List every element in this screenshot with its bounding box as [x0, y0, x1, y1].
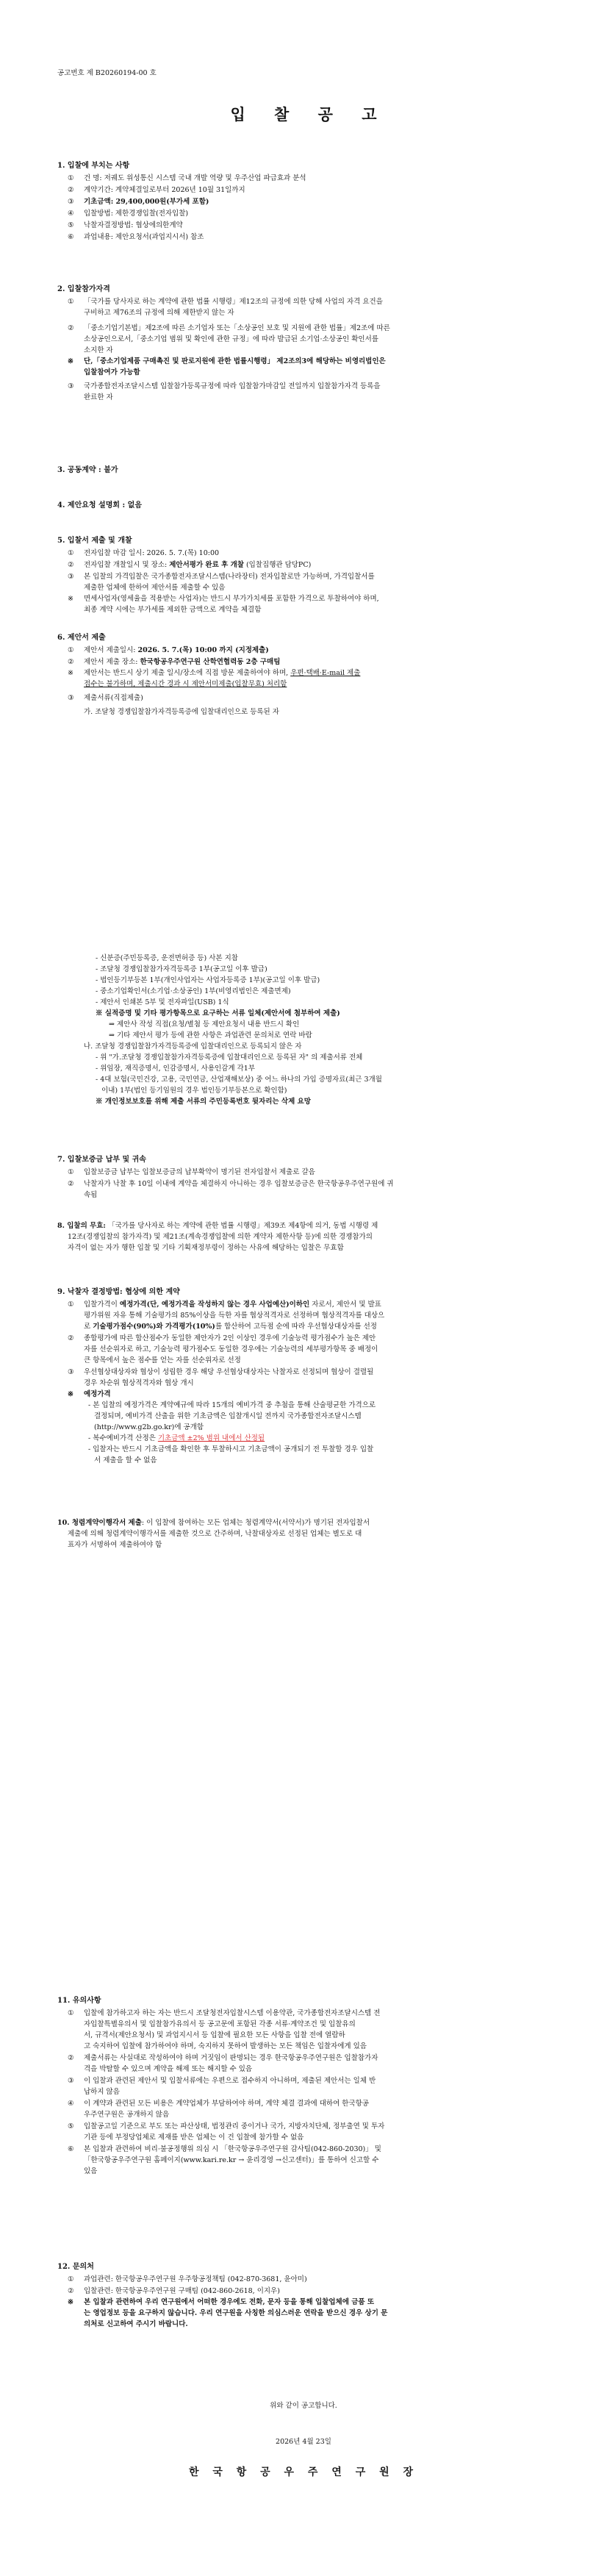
- document-item: - 위 "가.조달청 경쟁입찰참가자격등록증에 입찰대리인으로 등록된 자" 의 제출서류 전체: [96, 1053, 363, 1062]
- document-item: - 법인등기부등본 1부(개인사업자는 사업자등록증 1부)(공고일 이후 발급): [96, 976, 320, 984]
- item-text-emphasis: 기술평가점수(90%)와 가격평가(10%): [93, 1323, 215, 1331]
- item-number: ⑥: [68, 233, 74, 241]
- item-text: 를 합산하여 고득점 순에 따라 우선협상대상자를 선정: [215, 1323, 377, 1331]
- item-text: 종합평가에 따른 합산점수가 동일한 제안자가 2인 이상인 경우에 기술능력 평가점수가 높은 제안: [84, 1334, 376, 1342]
- closing-statement: 위와 같이 공고합니다.: [270, 2402, 337, 2410]
- item-number: ③: [68, 198, 74, 206]
- item-number: ⑤: [68, 2122, 74, 2130]
- item-text: 소상공인으로서,「중소기업 범위 및 확인에 관한 규정」에 따라 발급된 소기업·소상공인 확인서를: [84, 335, 378, 343]
- item-text: 전자입찰 개찰일시 및 장소:: [84, 561, 170, 569]
- price-note: - 입찰자는 반드시 기초금액을 확인한 후 투찰하시고 기초금액이 공개되기 전 투찰할 경우 입찰: [88, 1445, 374, 1453]
- item-text-emphasis: 한국항공우주연구원 산학연협력동 2층 구매팀: [140, 658, 281, 666]
- item-text: 건 명: 저궤도 위성통신 시스템 국내 개발 역량 및 우주산업 파급효과 분석: [84, 174, 306, 182]
- price-note: 결정되며, 예비가격 산출을 위한 기초금액은 입찰개시일 전까지 국가종합전자조달시스템: [94, 1412, 362, 1420]
- item-text: 자를 선순위자로 하고, 기술능력 평가점수도 동일한 경우에는 기술능력의 세부평가항목 중 배정이: [84, 1345, 378, 1353]
- section-award-method: [57, 1287, 550, 1466]
- section-proposal-documents: [57, 953, 550, 1107]
- arrow-note: ⇒ 제안사 작성 직접(요청/별첨 등 제안요청서 내용 반드시 확인: [109, 1020, 300, 1028]
- item-number: ⑥: [68, 2145, 74, 2153]
- document-item: - 신분증(주민등록증, 운전면허증 등) 사본 지참: [96, 954, 238, 962]
- item-number: ①: [68, 2275, 74, 2283]
- item-number: ②: [68, 561, 74, 569]
- note-text: 의처로 신고하여 주시기 바랍니다.: [84, 2320, 188, 2328]
- item-text: 기초금액: 29,400,000원(부가세 포함): [84, 198, 209, 206]
- price-note: - 복수예비가격 산정은: [88, 1434, 158, 1442]
- item-text: 고 숙지하여 입찰에 참가하여야 하며, 숙지하지 못하여 발생하는 모든 책임은 입찰자에게 있음: [84, 2042, 367, 2050]
- section-heading: 9. 낙찰자 결정방법: 협상에 의한 계약: [57, 1288, 180, 1296]
- item-number: ③: [68, 382, 74, 390]
- item-number: ①: [68, 174, 74, 182]
- item-number: ①: [68, 298, 74, 306]
- item-text: 자입찰특별유의서 및 입찰참가유의서 등 공고문에 포함된 각종 서류·계약조건 및 입찰유의: [84, 2020, 356, 2028]
- section-text: : 이 입찰에 참여하는 모든 업체는 청렴계약서(서약서)가 명기된 전자입찰서: [141, 1519, 370, 1527]
- item-text: 납하지 않음: [84, 2088, 120, 2096]
- note-mark: ※: [96, 1009, 103, 1017]
- item-text: 입찰가격이: [84, 1300, 120, 1309]
- section-heading: 1. 입찰에 부치는 사항: [57, 162, 130, 170]
- item-text: 낙찰자가 낙찰 후 10일 이내에 계약을 체결하지 아니하는 경우 입찰보증금은 한국항공우주연구원에 귀: [84, 1180, 394, 1188]
- item-text: 소지한 자: [84, 346, 113, 354]
- item-number: ②: [68, 1180, 74, 1188]
- item-text: 서, 규격서(제안요청서) 및 과업지시서 등 입찰에 필요한 모든 사항을 입찰 전에 열람하: [84, 2031, 345, 2039]
- section-heading: 4. 제안요청 설명회 : 없음: [57, 501, 142, 509]
- contact-text: 입찰관련: 한국항공우주연구원 구매팀 (042-860-2618, 이지우): [84, 2287, 280, 2295]
- note-mark: ※: [96, 1098, 103, 1106]
- price-range-emphasis: 기초금액 ±2% 범위 내에서 산정됨: [157, 1434, 265, 1442]
- item-text: 경우 차순위 협상적격자와 협상 개시: [84, 1379, 194, 1387]
- item-number: ②: [68, 658, 74, 666]
- item-text: 입찰방법: 제한경쟁입찰(전자입찰): [84, 210, 189, 218]
- item-number: ②: [68, 2287, 74, 2295]
- section-bid-deposit: [57, 1154, 550, 1201]
- note-mark: ※: [68, 357, 73, 365]
- item-text-emphasis: 예정가격(단, 예정가격을 작성하지 않는 경우 사업예산)이하인: [119, 1300, 310, 1309]
- item-text: 「중소기업기본법」제2조에 따른 소기업자 또는「소상공인 보호 및 지원에 관한 법률」제2조에 따른: [84, 324, 390, 332]
- item-text: 입찰공고일 기준으로 부도 또는 파산상태, 법정관리 중이거나 국가, 지방자치단체, 정부출연 및 투자: [84, 2122, 385, 2130]
- section-heading: 7. 입찰보증금 납부 및 귀속: [57, 1156, 146, 1164]
- item-number: ②: [68, 1334, 74, 1342]
- section-text: 표자가 서명하여 제출하여야 함: [68, 1541, 162, 1549]
- section-submission-opening: [57, 535, 550, 615]
- note-text: 제안서는 반드시 상기 제출 일시/장소에 직접 방문 제출하여야 하며,: [84, 669, 291, 677]
- price-note: (http://www.g2b.go.kr)에 공개함: [94, 1423, 204, 1431]
- item-text: 격을 박탈할 수 있으며 계약을 해제 또는 해지할 수 있음: [84, 2065, 253, 2073]
- section-text: 제출에 의해 청렴계약이행각서를 제출한 것으로 간주하며, 낙찰대상자로 선정된 업체는 별도로 대: [68, 1530, 362, 1538]
- section-text: 12조(경쟁입찰의 참가자격) 및 제21조(계속경쟁입찰에 의한 계약자 제한사항 등)에 의한 경쟁참가의: [68, 1233, 373, 1241]
- item-number: ②: [68, 2054, 74, 2062]
- item-text: 제출서류(직접제출): [84, 694, 143, 702]
- item-text: 입찰에 참가하고자 하는 자는 반드시 조달청전자입찰시스템 이용약관, 국가종합전자조달시스템 전: [84, 2009, 381, 2017]
- item-text: 완료한 자: [84, 393, 113, 401]
- item-text: 큰 항목에서 높은 점수를 얻는 자를 선순위자로 선정: [84, 1356, 241, 1364]
- item-number: ①: [68, 2009, 74, 2017]
- item-text: 제출서류는 사실대로 작성하여야 하며 거짓임이 판명되는 경우 한국항공우주연구원은 입찰참가자: [84, 2054, 378, 2062]
- item-number: ③: [68, 2077, 74, 2085]
- item-text: 우주연구원은 공개하지 않음: [84, 2111, 170, 2119]
- item-text-emphasis: 2026. 5. 7.(목) 10:00 까지 (지정제출): [137, 646, 269, 654]
- section-invalid-bid: [57, 1220, 550, 1253]
- document-item: - 제안서 인쇄본 5부 및 전자파일(USB) 1식: [96, 998, 229, 1006]
- page-title: 입 찰 공 고: [230, 105, 389, 124]
- item-text: 계약기간: 계약체결일로부터 2026년 10월 31일까지: [84, 186, 245, 194]
- sub-item-ga: 가. 조달청 경쟁입찰참가자격등록증에 입찰대리인으로 등록된 자: [84, 708, 279, 716]
- announcement-date: 2026년 4월 23일: [276, 2438, 331, 2446]
- notice-number: 공고번호 제 B20260194-00 호: [57, 69, 157, 77]
- item-text: 이 계약과 관련된 모든 비용은 계약업체가 부담하여야 하며, 계약 체결 결과에 대하여 한국항공: [84, 2100, 369, 2108]
- item-text: 속됨: [84, 1191, 98, 1199]
- note-mark: ※: [68, 2298, 73, 2306]
- item-text: 이 입찰과 관련된 제안서 및 입찰서류에는 우편으로 접수하지 아니하며, 제출된 제안서는 일체 반: [84, 2077, 376, 2085]
- item-text: 자로서, 제안서 및 발표: [309, 1300, 381, 1309]
- section-proposal-submission: [57, 632, 550, 718]
- item-text: 우선협상대상자와 협상이 성립한 경우 해당 우선협상대상자는 낙찰자로 선정되며 협상이 결렬될: [84, 1368, 374, 1376]
- item-text: 로: [84, 1323, 93, 1331]
- note-mark: ※: [68, 1390, 73, 1398]
- item-text: 국가종합전자조달시스템 입찰참가등록규정에 따라 입찰참가마감일 전일까지 입찰참가자격 등록을: [84, 382, 381, 390]
- note-text: 개인정보보호를 위해 제출 서류의 주민등록번호 뒷자리는 삭제 요망: [104, 1098, 311, 1106]
- note-text: 입찰참여가 가능함: [84, 368, 140, 376]
- item-text: 기관 등에 부정당업체로 제재를 받은 업체는 이 건 입찰에 참가할 수 없음: [84, 2133, 304, 2142]
- contact-text: 과업관련: 한국항공우주연구원 우주항공정책팀 (042-870-3681, 윤아미): [84, 2275, 307, 2283]
- note-text: 는 영업정보 등을 요구하지 않습니다. 우리 연구원을 사칭한 의심스러운 연락을 받으신 경우 상기 문: [84, 2309, 388, 2317]
- section-heading: 11. 유의사항: [57, 1997, 101, 2005]
- document-item: 이내) 1부(법인 등기임원의 경우 법인등기부등본으로 확인함): [101, 1087, 287, 1095]
- item-text: 「한국항공우주연구원 홈페이지(www.kari.re.kr → 윤리경영 →신고센터)」를 통하여 신고할 수: [84, 2156, 379, 2164]
- note-text-emphasis: 우편·택배·E-mail 제출: [290, 669, 361, 677]
- item-text: 본 입찰과 관련하여 비리·불공정행위 의심 시 「한국항공우주연구원 감사팀(042-860-2030)」 및: [84, 2145, 381, 2153]
- price-note: - 본 입찰의 예정가격은 계약예규에 따라 15개의 예비가격 중 추첨을 통해 산술평균한 가격으로: [88, 1401, 376, 1409]
- item-text: 제안서 제출일시:: [84, 646, 138, 654]
- item-number: ②: [68, 186, 74, 194]
- arrow-note: ⇒ 기타 제안서 평가 등에 관한 사항은 과업관련 문의처로 연락 바람: [109, 1031, 312, 1040]
- item-text: 제안서 제출 장소:: [84, 658, 140, 666]
- item-text: 전자입찰 마감 일시: 2026. 5. 7.(목) 10:00: [84, 549, 220, 557]
- note-text: 실적증명 및 기타 평가항목으로 요구하는 서류 일체(제안서에 첨부하여 제출): [104, 1009, 340, 1017]
- item-text: 낙찰자결정방법: 협상에의한계약: [84, 221, 183, 229]
- item-number: ③: [68, 694, 74, 702]
- sub-item-na: 나. 조달청 경쟁입찰참가자격등록증에 입찰대리인으로 등록되지 않은 자: [84, 1042, 302, 1051]
- note-text: 예정가격: [84, 1390, 111, 1398]
- item-number: ①: [68, 1300, 74, 1309]
- section-precautions: [57, 1995, 550, 2177]
- note-text: 최종 계약 시에는 부가세를 제외한 금액으로 계약을 체결함: [84, 606, 262, 614]
- section-contacts: [57, 2261, 550, 2330]
- document-item: - 조달청 경쟁입찰참가자격등록증 1부(공고일 이후 발급): [96, 965, 267, 973]
- item-number: ④: [68, 2100, 74, 2108]
- section-heading: 12. 문의처: [57, 2263, 94, 2271]
- price-note: 서 제출을 할 수 없음: [94, 1456, 157, 1464]
- note-text: 본 입찰과 관련하여 우리 연구원에서 어떠한 경우에도 전화, 문자 등을 통해 입찰업체에 금품 또: [84, 2298, 375, 2306]
- item-text: 본 입찰의 가격입찰은 국가종합전자조달시스템(나라장터) 전자입찰로만 가능하며, 가격입찰서를: [84, 573, 375, 581]
- section-heading: 6. 제안서 제출: [57, 634, 106, 642]
- section-joint-contract: [57, 465, 550, 476]
- note-mark: ※: [68, 595, 73, 603]
- section-heading: 10. 청렴계약이행각서 제출: [57, 1519, 142, 1527]
- section-bid-items: [57, 160, 550, 243]
- note-mark: ※: [68, 669, 73, 677]
- document-item: - 4대 보험(국민건강, 고용, 국민연금, 산업재해보상) 중 어느 하나의 가입 증명자료(최근 3개월: [96, 1076, 382, 1084]
- item-text: (입찰집행관 담당PC): [243, 561, 312, 569]
- item-text: 구비하고 제76조의 규정에 의해 제한받지 않는 자: [84, 309, 234, 317]
- item-text: 평가위원 자유 통해 기술평가의 85%이상을 득한 자를 협상적격자로 선정하며 협상적격자를 대상으: [84, 1312, 385, 1320]
- note-text: 면세사업자(영세율을 적용받는 사업자)는 반드시 부가가치세를 포함한 가격으로 투찰하여야 하며,: [84, 595, 379, 603]
- item-number: ①: [68, 549, 74, 557]
- item-number: ③: [68, 573, 74, 581]
- item-text: 「국가를 당사자로 하는 계약에 관한 법률 시행령」제12조의 규정에 의한 당해 사업의 자격 요건을: [84, 298, 383, 306]
- item-text-emphasis: 제안서평가 완료 후 개찰: [169, 561, 244, 569]
- item-number: ⑤: [68, 221, 74, 229]
- document-item: - 중소기업확인서(소기업·소상공인) 1부(비영리법인은 제출면제): [96, 987, 291, 995]
- item-text: 입찰보증금 납부는 입찰보증금의 납부확약이 명기된 전자입찰서 제출로 갈음: [84, 1168, 315, 1176]
- section-text: 「국가를 당사자로 하는 계약에 관한 법률 시행령」제39조 제4항에 의거, 동법 시행령 제: [108, 1222, 378, 1230]
- section-briefing: [57, 500, 550, 512]
- section-heading: 2. 입찰참가자격: [57, 285, 110, 293]
- note-text: 접수는 불가하며, 제출시간 경과 시 제안서미제출(입찰무효) 처리함: [84, 680, 287, 688]
- item-number: ③: [68, 1368, 74, 1376]
- section-integrity-pledge: [57, 1517, 550, 1550]
- item-text: 과업내용: 제안요청서(과업지시서) 참조: [84, 233, 204, 241]
- item-text: 제출한 업체에 한하여 제안서를 제출할 수 있음: [84, 584, 226, 592]
- section-heading: 8. 입찰의 무효:: [57, 1222, 109, 1230]
- section-eligibility: [57, 284, 550, 403]
- item-text: 있음: [84, 2167, 98, 2175]
- issuing-organization: 한 국 항 공 우 주 연 구 원 장: [188, 2466, 419, 2478]
- section-heading: 5. 입찰서 제출 및 개찰: [57, 537, 132, 545]
- item-number: ①: [68, 646, 74, 654]
- item-number: ①: [68, 1168, 74, 1176]
- section-text: 자격이 없는 자가 행한 입찰 및 기타 기획재정부령이 정하는 사유에 해당하는 입찰은 무효함: [68, 1244, 344, 1252]
- item-number: ②: [68, 324, 74, 332]
- section-heading: 3. 공동계약 : 불가: [57, 466, 118, 474]
- item-number: ④: [68, 210, 74, 218]
- document-item: - 위임장, 재직증명서, 인감증명서, 사용인감계 각1부: [96, 1065, 255, 1073]
- note-text: 단,「중소기업제품 구매촉진 및 판로지원에 관한 법률시행령」 제2조의3에 해당하는 비영리법인은: [84, 357, 386, 365]
